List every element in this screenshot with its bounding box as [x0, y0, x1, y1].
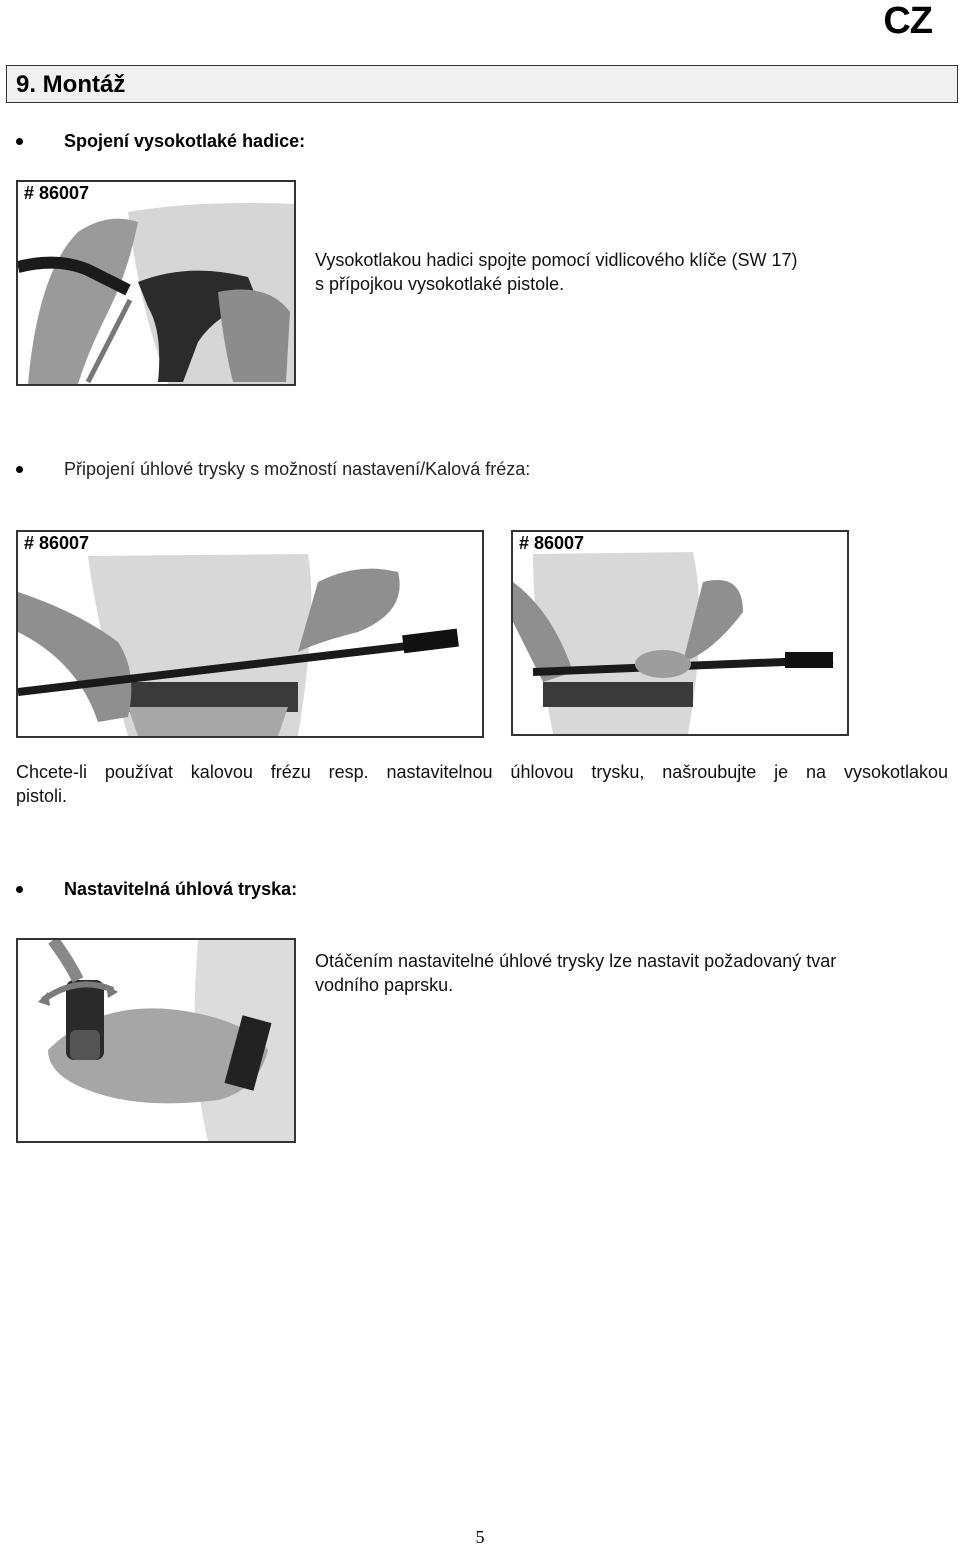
bullet-icon: [16, 138, 23, 145]
photo-article-number: # 86007: [519, 533, 585, 553]
block-heading-hose: Spojení vysokotlaké hadice:: [64, 131, 306, 151]
angle-nozzle-instruction-line: pistoli.: [16, 786, 68, 806]
hose-instruction-text: [315, 248, 935, 296]
photo-article-number: # 86007: [24, 533, 90, 553]
page-number: 5: [475, 1527, 485, 1547]
hose-connection-illustration: [18, 182, 294, 384]
hose-instruction-line: Vysokotlakou hadici spojte pomocí vidlicového klíče (SW 17): [315, 250, 798, 270]
adjustable-nozzle-instruction-line: Otáčením nastavitelné úhlové trysky lze nastavit požadovaný tvar: [315, 951, 837, 971]
photo-lance-right: [511, 530, 849, 736]
photo-adjustable-nozzle: [16, 938, 296, 1143]
angle-nozzle-instruction-line: Chcete-li používat kalovou frézu resp. nastavitelnou úhlovou trysku, našroubujte je na vysokotlakou: [16, 762, 948, 782]
bullet-icon: [16, 466, 23, 473]
language-code: CZ: [883, 0, 932, 42]
bullet-icon: [16, 886, 23, 893]
lance-right-illustration: [513, 532, 847, 734]
block-heading-adjustable-nozzle: Nastavitelná úhlová tryska:: [64, 879, 298, 899]
photo-article-number: # 86007: [24, 183, 90, 203]
lance-left-illustration: [18, 532, 482, 736]
hose-instruction-line: s přípojkou vysokotlaké pistole.: [315, 274, 565, 294]
adjustable-nozzle-instruction-line: vodního paprsku.: [315, 975, 454, 995]
adjustable-nozzle-illustration: [18, 940, 294, 1141]
section-header-bar: [6, 65, 958, 103]
section-title: 9. Montáž: [16, 71, 126, 98]
block-heading-angle-nozzle: Připojení úhlové trysky s možností nastavení/Kalová fréza:: [64, 459, 531, 479]
photo-lance-left: [16, 530, 484, 738]
adjustable-nozzle-instruction-text: [315, 949, 935, 997]
photo-hose-connection: [16, 180, 296, 386]
